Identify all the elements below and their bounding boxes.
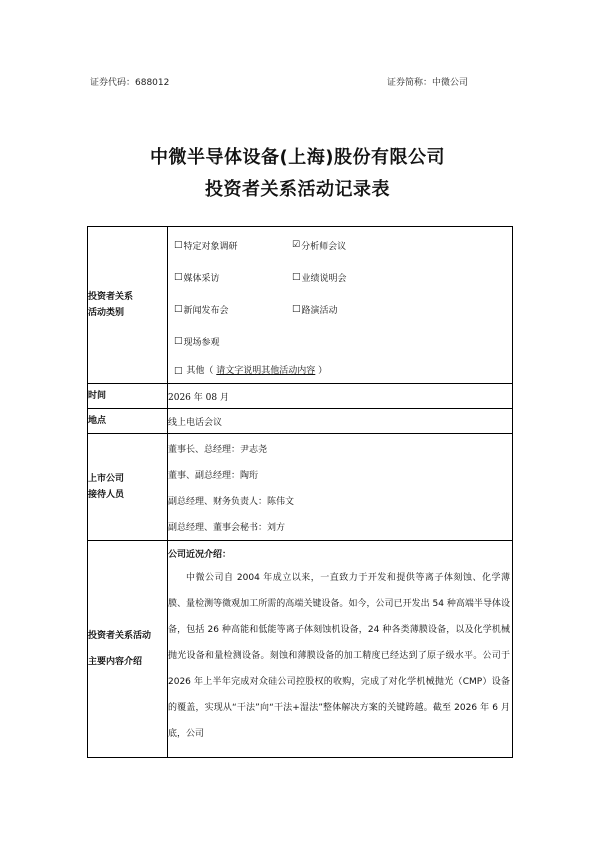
checkbox-icon[interactable]: □ — [174, 365, 183, 376]
activity-type-label-line1: 投资者关系 — [88, 292, 134, 302]
main-content-body — [168, 541, 513, 758]
reception-person: 董事、副总经理：陶珩 — [168, 470, 259, 481]
time-row — [88, 384, 513, 409]
reception-person: 副总经理、董事会秘书：刘方 — [168, 522, 286, 533]
option-label: 现场参观 — [183, 337, 220, 348]
company-intro-text — [168, 565, 512, 747]
reception-person: 副总经理、财务负责人：陈伟文 — [168, 496, 295, 507]
checkbox-icon[interactable]: □ — [174, 272, 183, 282]
option-label: 其他（ — [186, 365, 214, 376]
option-label: 分析师会议 — [301, 241, 347, 252]
checkbox-icon[interactable]: □ — [292, 304, 301, 314]
main-content-label — [88, 541, 168, 758]
time-value: 2026 年 08 月 — [168, 384, 513, 409]
option-earnings-briefing[interactable] — [292, 271, 410, 284]
option-label: 路演活动 — [301, 305, 338, 316]
option-roadshow[interactable] — [292, 303, 410, 316]
time-label: 时间 — [88, 384, 168, 409]
investor-relations-record-table — [87, 226, 513, 758]
reception-person: 董事长、总经理：尹志尧 — [168, 444, 268, 455]
reception-label-line2: 接待人员 — [88, 490, 125, 500]
stock-short-name: 证券简称：中微公司 — [387, 78, 469, 88]
option-analyst-meeting[interactable] — [292, 239, 410, 252]
company-intro-heading: 公司近况介绍： — [168, 549, 232, 560]
company-title: 中微半导体设备(上海)股份有限公司 — [150, 147, 445, 168]
reception-row — [88, 434, 513, 541]
activity-type-label — [88, 227, 168, 384]
document-title: 投资者关系活动记录表 — [205, 179, 390, 200]
reception-label — [88, 434, 168, 541]
stock-code: 证券代码：688012 — [90, 78, 170, 88]
checkbox-icon[interactable]: □ — [174, 240, 183, 250]
checkbox-icon[interactable]: □ — [174, 304, 183, 314]
location-row — [88, 409, 513, 434]
company-intro-paragraph: 中微公司自 2004 年成立以来，一直致力于开发和提供等离子体刻蚀、化学薄膜、量检测等微观加工所需的高端关键设备。如今，公司已开发出 54 种高端半导体设备，包括 26 种高能和低能等离子体刻蚀机设备，24 种各类薄膜设备，以及化学机械抛光设备和量检测设备。刻蚀和薄膜设备的加工精度已经达到了原子级水平。公司于 2026 年上半年完成对众硅公司控股权的收购，完成了对化学机械抛光（CMP）设备的覆盖，实现从“干法”向“干法+湿法”整体解决方案的关键跨越。截至 2026 年 6 月底，公司 — [168, 573, 510, 739]
option-label: 新闻发布会 — [183, 305, 229, 316]
option-other[interactable] — [174, 363, 327, 376]
option-media-interview[interactable] — [174, 271, 292, 284]
main-content-label-line2: 主要内容介绍 — [88, 657, 143, 667]
main-content-label-line1: 投资者关系活动 — [88, 631, 152, 641]
activity-type-label-line2: 活动类别 — [88, 308, 125, 318]
option-press-conference[interactable] — [174, 303, 292, 316]
checkbox-icon[interactable]: □ — [174, 336, 183, 346]
option-site-visit[interactable] — [174, 335, 292, 348]
location-value: 线上电话会议 — [168, 409, 513, 434]
activity-type-row — [88, 227, 513, 384]
option-label: 媒体采访 — [183, 273, 220, 284]
option-special-research[interactable] — [174, 239, 292, 252]
option-label: 特定对象调研 — [183, 241, 238, 252]
main-content-row — [88, 541, 513, 758]
checkbox-icon[interactable]: □ — [292, 272, 301, 282]
reception-people — [168, 434, 513, 541]
reception-label-line1: 上市公司 — [88, 474, 125, 484]
checkbox-checked-icon[interactable]: ☑ — [292, 240, 301, 250]
location-label: 地点 — [88, 409, 168, 434]
activity-type-options — [168, 227, 513, 384]
other-activity-description[interactable]: 请文字说明其他活动内容 — [216, 365, 316, 376]
option-suffix: ） — [318, 365, 328, 376]
option-label: 业绩说明会 — [301, 273, 347, 284]
